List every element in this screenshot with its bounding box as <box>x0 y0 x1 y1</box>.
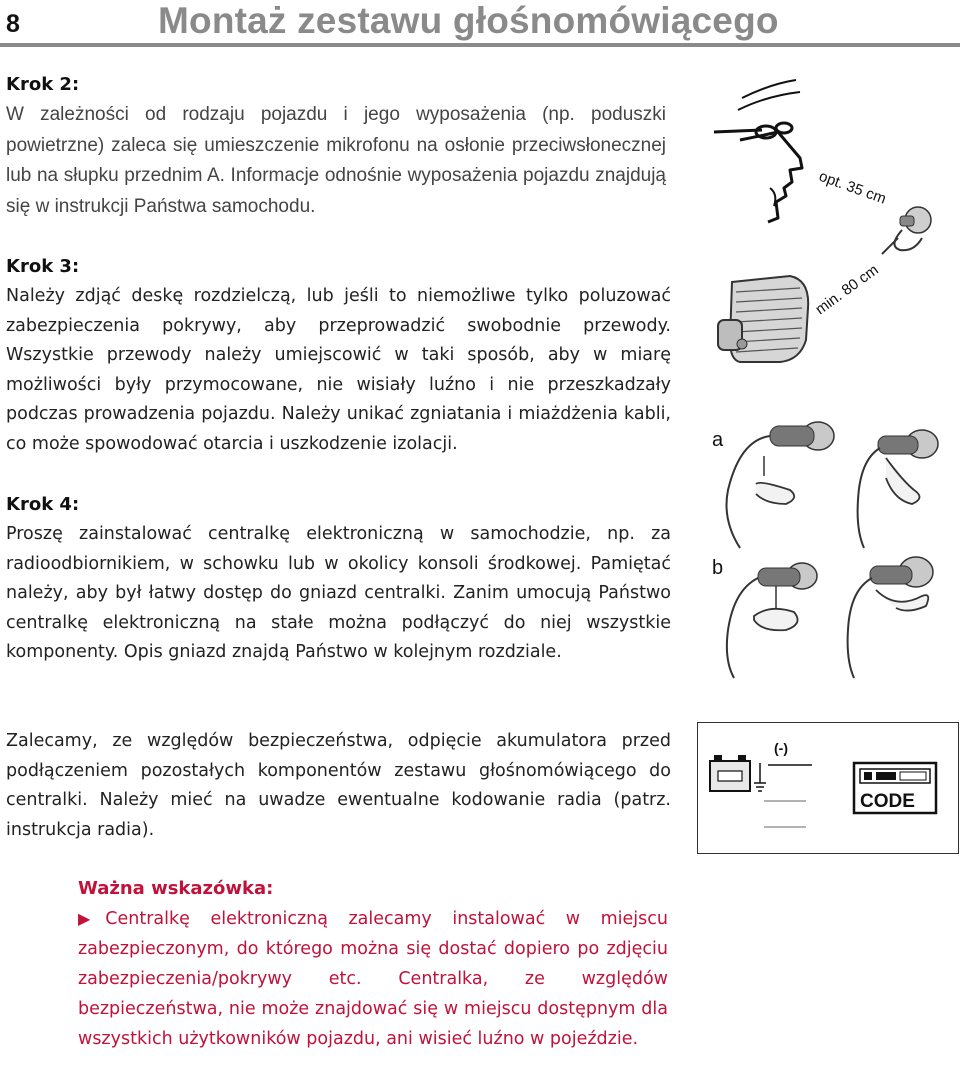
mic-clip-a-left-icon <box>727 422 835 548</box>
important-note-text: Centralkę elektroniczną zalecamy instalować w miejscu zabezpieczonym, do którego można się dostać dopiero po zdjęciu zabezpieczenia/pokrywy etc. Centralka, ze względów bezpieczeństwa, nie może znajdować się w miejscu dostępnym dla wszystkich użytkowników pojazdu, ani wisieć luźno w pojeździe. <box>78 909 668 1049</box>
battery-note-text: Zalecamy, ze względów bezpieczeństwa, odpięcie akumulatora przed podłączeniem pozostałych komponentów zestawu głośnomówiącego do centralki. Należy mieć na uwadze ewentualne kodowanie radia (patrz. instrukcja radia). <box>6 731 671 840</box>
step-4-text: Proszę zainstalować centralkę elektroniczną w samochodzie, np. za radioodbiornikiem, w schowku lub w okolicy konsoli środkowej. Pamiętać należy, aby był łatwy dostęp do gniazd centralki. Zanim umocują Państwo centralkę elektroniczną na stałe można podłączyć do niej wszystkie komponenty. Opis gniazd znajdą Państwo w kolejnym rozdziale. <box>6 524 671 662</box>
min-distance-label: min. 80 cm <box>812 261 882 319</box>
page-header <box>0 0 960 50</box>
mount-option-b-figure <box>700 550 958 680</box>
step-2-heading: Krok 2: <box>6 74 80 95</box>
header-rule <box>0 43 960 47</box>
mount-a-label: a <box>712 429 724 451</box>
mic-stand-b-right-icon <box>848 557 933 678</box>
page-number: 8 <box>6 10 20 38</box>
important-note <box>78 874 668 1054</box>
mount-option-a-figure <box>700 400 958 550</box>
arrow-right-icon: ▶ <box>78 909 106 928</box>
step-2-text: W zależności od rodzaju pojazdu i jego wyposażenia (np. poduszki powietrzne) zaleca się umieszczenie mikrofonu na osłonie przeciwsłonecznej lub na słupku przednim A. Informacje odnośnie wyposażenia pojazdu znajdują się w instrukcji Państwa samochodu. <box>6 104 666 217</box>
opt-distance-label: opt. 35 cm <box>816 167 889 208</box>
speaker-icon <box>718 276 808 362</box>
step-4-section <box>6 490 671 668</box>
step-4-heading: Krok 4: <box>6 494 80 515</box>
mic-stand-b-left-icon <box>727 563 817 678</box>
driver-head-icon <box>714 123 802 222</box>
mic-distance-figure <box>700 70 958 370</box>
important-note-heading: Ważna wskazówka: <box>78 878 274 899</box>
battery-code-figure <box>697 722 959 854</box>
important-note-body <box>78 904 668 1054</box>
battery-code-drawing <box>698 723 957 852</box>
code-label: CODE <box>860 791 915 812</box>
step-3-heading: Krok 3: <box>6 256 80 277</box>
battery-note <box>6 727 671 845</box>
clip-microphone-icon <box>882 207 931 254</box>
mic-clip-a-right-icon <box>858 430 938 548</box>
step-3-section <box>6 252 671 459</box>
page-title: Montaż zestawu głośnomówiącego <box>158 0 779 41</box>
step-3-text: Należy zdjąć deskę rozdzielczą, lub jeśli to niemożliwe tylko poluzować zabezpieczenia pokrywy, aby przeprowadzić swobodnie przewody. Wszystkie przewody należy umiejscowić w taki sposób, aby w miarę możliwości były przymocowane, nie wisiały luźno i nie przeszkadzały podczas prowadzenia pojazdu. Należy unikać zgniatania i miażdżenia kabli, co może spowodować otarcia i uszkodzenie izolacji. <box>6 286 671 454</box>
ground-wire-icon <box>754 763 766 791</box>
minus-terminal-label: (-) <box>774 740 788 756</box>
step-2-section <box>6 70 666 222</box>
battery-icon <box>710 755 750 791</box>
mount-b-label: b <box>712 557 724 579</box>
